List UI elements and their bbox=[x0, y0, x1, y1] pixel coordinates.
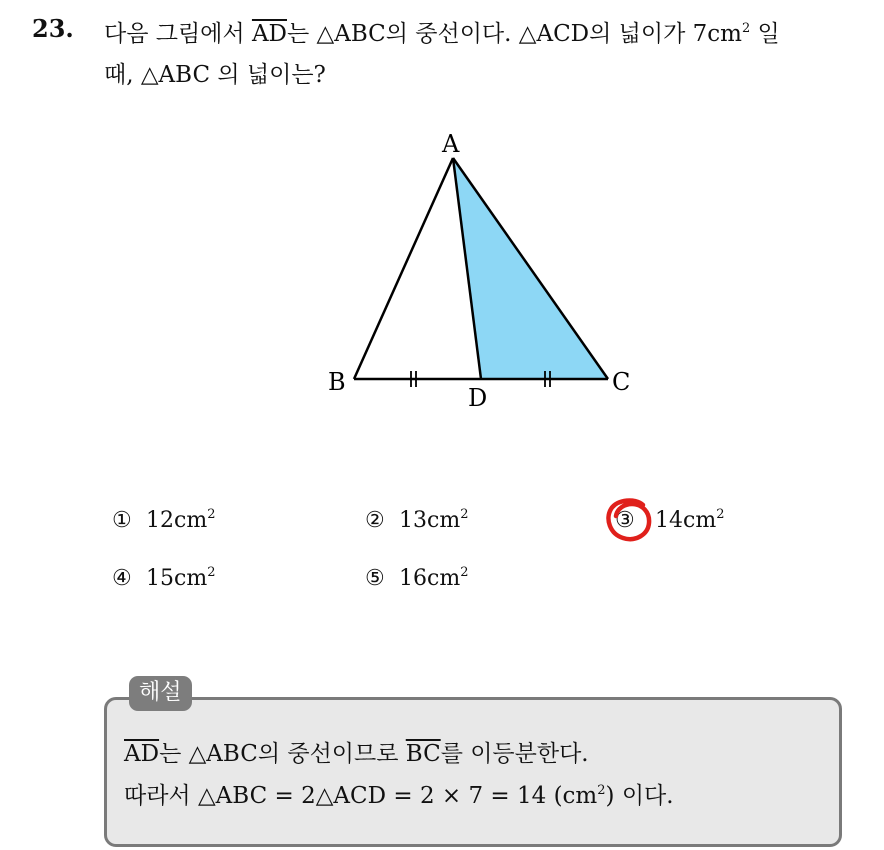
question-text-line1 bbox=[104, 15, 780, 48]
choice-value: 15cm bbox=[146, 566, 208, 591]
question-text-c: 일 bbox=[750, 21, 780, 47]
side-ab bbox=[354, 158, 453, 379]
triangle-figure bbox=[320, 120, 650, 420]
superscript: 2 bbox=[207, 507, 216, 522]
question-text-a: 다음 그림에서 bbox=[104, 21, 252, 47]
solution-text-a: 는 △ABC의 중선이므로 bbox=[159, 741, 406, 767]
segment-ad: $\overline{AD}$ bbox=[251, 21, 287, 47]
choice-value: 13cm bbox=[399, 508, 461, 533]
choice-mark: ④ bbox=[112, 566, 132, 591]
superscript: 2 bbox=[716, 507, 725, 522]
solution-text-c: 따라서 △ABC = 2△ACD = 2 × 7 = 14 (cm bbox=[124, 783, 598, 809]
choice-value: 14cm bbox=[655, 508, 717, 533]
superscript: 2 bbox=[207, 565, 216, 580]
label-c: C bbox=[612, 368, 631, 396]
segment-ad: $\overline{AD}$ bbox=[124, 741, 160, 767]
choice-mark: ② bbox=[365, 508, 385, 533]
question-number: 23. bbox=[32, 14, 74, 43]
superscript: 2 bbox=[597, 783, 606, 798]
superscript: 2 bbox=[460, 507, 469, 522]
solution-text-d: ) 이다. bbox=[605, 783, 674, 809]
choice-mark: ③ bbox=[615, 508, 635, 533]
choice-1[interactable] bbox=[112, 508, 215, 533]
question-text-b: 는 △ABC의 중선이다. △ACD의 넓이가 7cm bbox=[287, 21, 742, 47]
superscript: 2 bbox=[460, 565, 469, 580]
choice-mark: ① bbox=[112, 508, 132, 533]
choice-value: 16cm bbox=[399, 566, 461, 591]
solution-tag: 해설 bbox=[129, 676, 192, 711]
superscript: 2 bbox=[741, 21, 751, 36]
label-a: A bbox=[442, 130, 460, 158]
choice-2[interactable] bbox=[365, 508, 468, 533]
solution-line2 bbox=[124, 777, 674, 810]
choice-5[interactable] bbox=[365, 566, 468, 591]
choice-value: 12cm bbox=[146, 508, 208, 533]
label-b: B bbox=[328, 368, 346, 396]
choice-mark: ⑤ bbox=[365, 566, 385, 591]
choice-4[interactable] bbox=[112, 566, 215, 591]
answer-circle-mark bbox=[603, 496, 655, 544]
segment-bc: $\overline{BC}$ bbox=[405, 741, 441, 767]
solution-box bbox=[104, 697, 842, 847]
solution-line1 bbox=[124, 735, 589, 768]
solution-text-b: 를 이등분한다. bbox=[440, 741, 589, 767]
question-text-line2: 때, △ABC 의 넓이는? bbox=[104, 62, 326, 88]
label-d: D bbox=[468, 384, 488, 412]
